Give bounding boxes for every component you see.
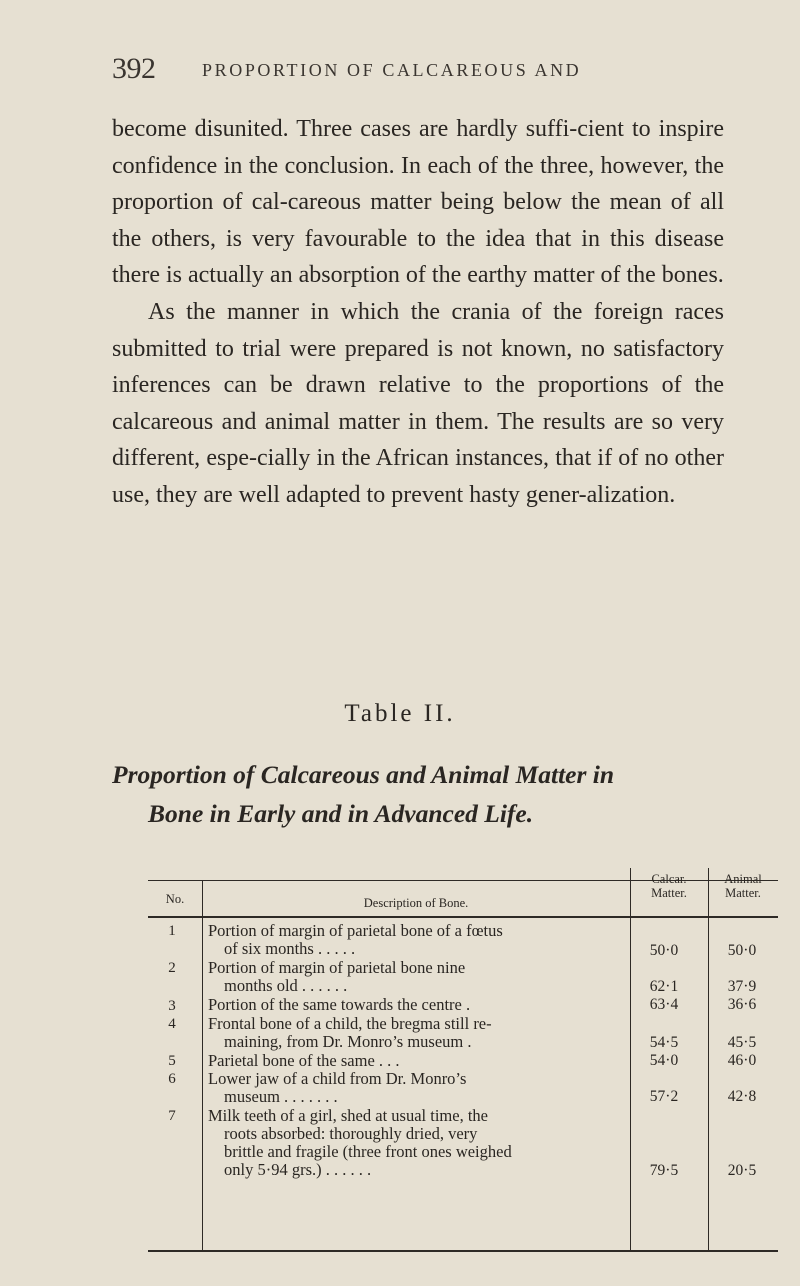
- calcar-value: 63·4: [649, 996, 679, 1013]
- row-number: 7: [168, 1108, 176, 1124]
- row-description: Portion of the same towards the centre .: [208, 995, 471, 1014]
- caption-line: Bone in Early and in Advanced Life.: [148, 799, 534, 828]
- calcar-value: 54·0: [649, 1052, 679, 1069]
- animal-value: 50·0: [727, 942, 757, 959]
- calcar-value: 57·2: [649, 1088, 679, 1105]
- row-number: 1: [168, 923, 176, 939]
- animal-value: 45·5: [727, 1034, 757, 1051]
- table-heading: Table II.: [344, 700, 456, 727]
- column-divider: [708, 868, 709, 1250]
- column-header-calcar: Calcar. Matter.: [651, 872, 687, 900]
- calcar-value: 50·0: [649, 942, 679, 959]
- row-description: Parietal bone of the same . . .: [208, 1051, 400, 1070]
- row-number: 6: [168, 1071, 176, 1087]
- animal-value: 36·6: [727, 996, 757, 1013]
- column-header-animal: Animal Matter.: [724, 872, 762, 900]
- paragraph: become disunited. Three cases are hardly suffi-cient to inspire confidence in the conclusion. In each of the three, however, the proportion of cal-careous matter being below the mean of all the others, is very favourable to the idea that in this disease there is actually an absorption of the earthy matter of the bones.: [112, 116, 724, 289]
- column-header-description: Description of Bone.: [363, 896, 469, 910]
- running-head: PROPORTION OF CALCAREOUS AND: [202, 60, 582, 80]
- data-table: [148, 868, 788, 1258]
- page-header: [112, 52, 762, 96]
- table-bottom-rule: [148, 1250, 778, 1252]
- column-divider: [630, 868, 631, 1250]
- animal-value: 42·8: [727, 1088, 757, 1105]
- calcar-value: 62·1: [649, 978, 679, 995]
- table-header-rule: [148, 916, 778, 918]
- row-number: 4: [168, 1016, 176, 1032]
- row-description: Portion of margin of parietal bone of a fœtus of six months . . . . .: [208, 921, 503, 958]
- animal-value: 46·0: [727, 1052, 757, 1069]
- row-description: Portion of margin of parietal bone nine months old . . . . . .: [208, 958, 466, 995]
- row-number: 3: [168, 998, 176, 1014]
- table-caption: [112, 755, 752, 833]
- body-text: [112, 111, 724, 514]
- row-number: 5: [168, 1053, 176, 1069]
- calcar-value: 79·5: [649, 1162, 679, 1179]
- column-divider: [202, 880, 203, 1250]
- row-description: Frontal bone of a child, the bregma still re- maining, from Dr. Monro’s museum .: [208, 1014, 492, 1051]
- row-number: 2: [168, 960, 176, 976]
- animal-value: 20·5: [727, 1162, 757, 1179]
- calcar-value: 54·5: [649, 1034, 679, 1051]
- caption-line: Proportion of Calcareous and Animal Matter in: [112, 760, 615, 789]
- page-number: 392: [112, 52, 156, 85]
- row-description: Milk teeth of a girl, shed at usual time, the roots absorbed: thoroughly dried, very brittle and fragile (three front ones weighed only 5·94 grs.) . . . . . .: [208, 1106, 512, 1179]
- row-description: Lower jaw of a child from Dr. Monro’s museum . . . . . . .: [208, 1069, 467, 1106]
- animal-value: 37·9: [727, 978, 757, 995]
- column-header-no: No.: [165, 892, 185, 906]
- paragraph: As the manner in which the crania of the foreign races submitted to trial were prepared is not known, no satisfactory inferences can be drawn relative to the proportions of the calcareous and animal matter in them. The results are so very different, espe-cially in the African instances, that if of no other use, they are well adapted to prevent hasty gener-alization.: [112, 298, 724, 508]
